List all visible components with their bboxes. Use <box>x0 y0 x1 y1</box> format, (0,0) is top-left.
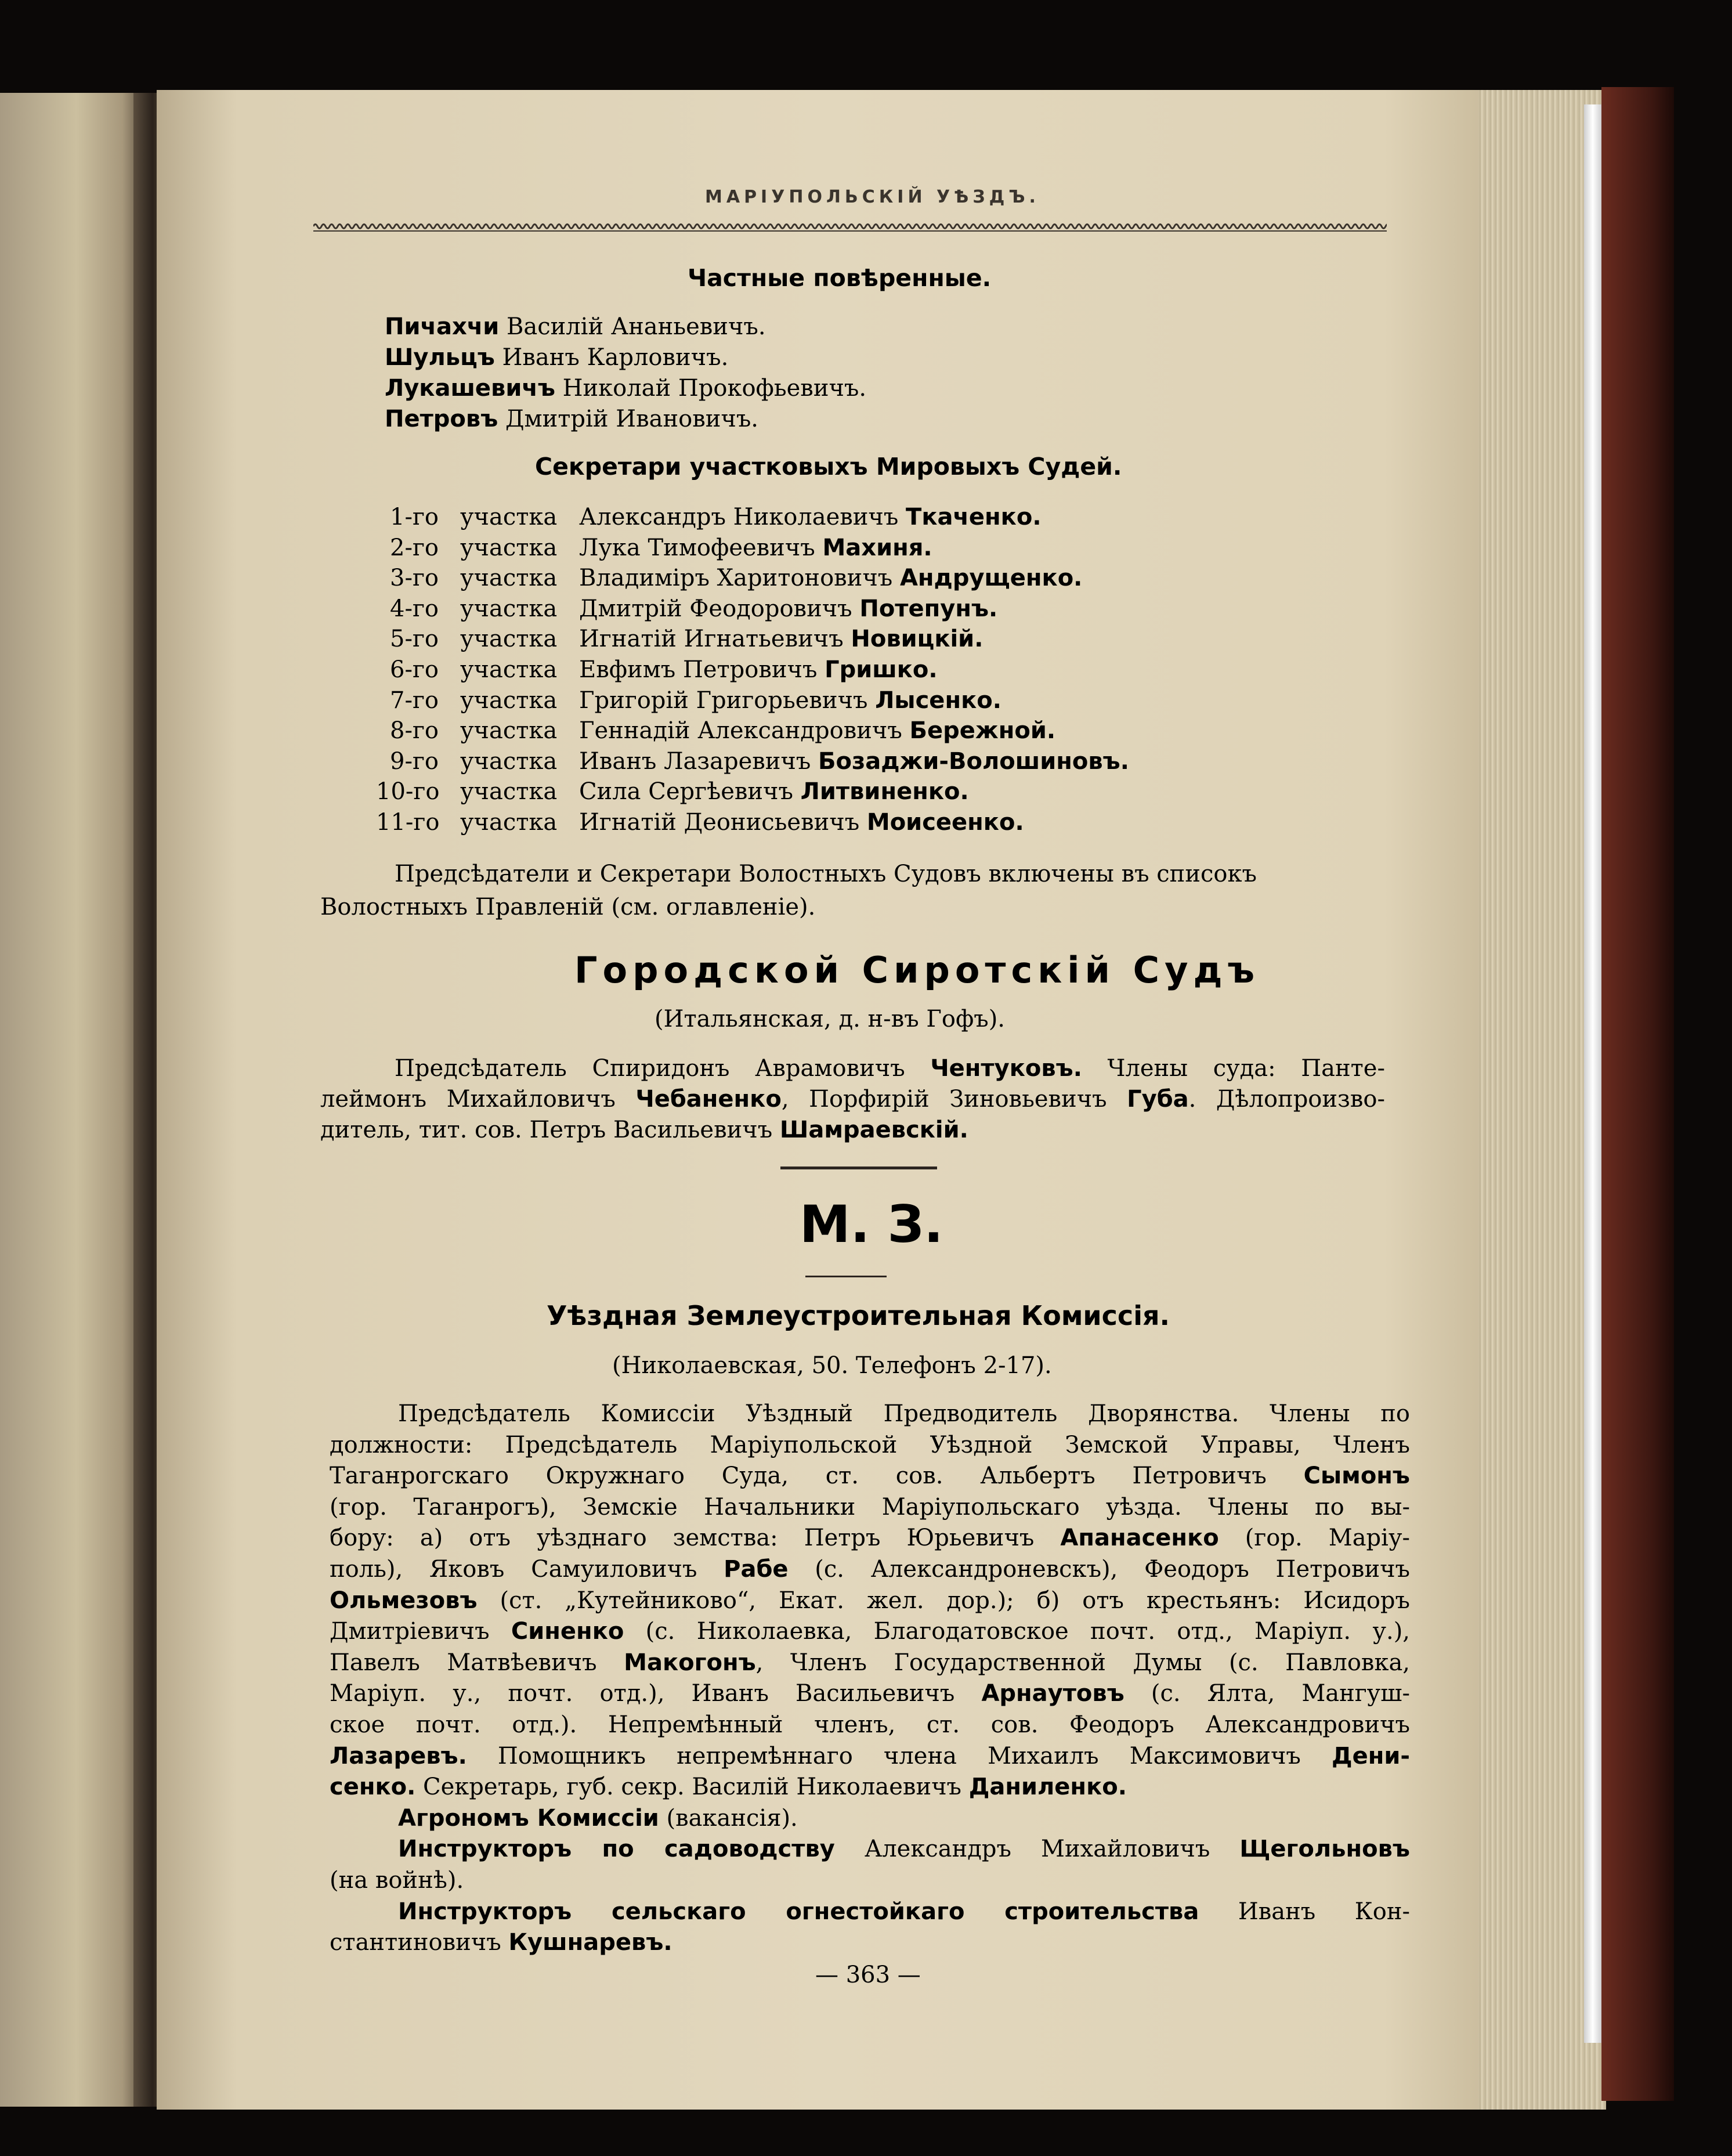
commission-text-segment: Маріуп. у., почт. отд.), Иванъ Васильевичъ <box>330 1680 982 1707</box>
commission-bold-name: Лазаревъ. <box>330 1742 467 1769</box>
secretary-district-word: участка <box>460 656 558 683</box>
secretaries-title: Секретари участковыхъ Мировыхъ Судей. <box>535 453 1122 481</box>
commission-bold-name: Щегольновъ <box>1239 1836 1410 1863</box>
page-edge-highlight <box>1584 104 1601 2043</box>
commission-text-segment: (ст. „Кутейниково“, Екат. жел. дор.); б) отъ крестьянъ: Исидоръ <box>477 1587 1410 1614</box>
secretary-district-word: участка <box>460 626 558 653</box>
attorney-row <box>385 313 766 340</box>
commission-text-segment: Таганрогскаго Окружнаго Суда, ст. сов. Альбертъ Петровичъ <box>330 1462 1304 1490</box>
secretary-surname: Ткаченко. <box>906 504 1042 530</box>
attorney-surname: Пичахчи <box>385 313 500 340</box>
secretary-surname: Новицкій. <box>851 626 983 653</box>
attorney-row <box>385 344 728 371</box>
secretary-row <box>579 717 1055 744</box>
commission-text-segment: (с. Александроневскъ), Феодоръ Петровичъ <box>788 1556 1411 1583</box>
commission-text-segment: (на войнѣ). <box>330 1867 464 1894</box>
secretary-surname: Андрущенко. <box>899 565 1083 592</box>
commission-text-segment: Александръ Михайловичъ <box>834 1836 1240 1863</box>
attorney-surname: Петровъ <box>385 406 498 432</box>
commission-text-segment: бору: а) отъ уѣзднаго земства: Петръ Юрьевичъ <box>330 1525 1061 1552</box>
commission-line <box>330 1525 1410 1551</box>
secretary-district-word: участка <box>460 565 558 592</box>
secretary-surname: Махиня. <box>822 534 932 561</box>
attorney-row <box>385 375 866 402</box>
commission-line <box>330 1432 1410 1458</box>
secretary-district-number: 6-го <box>390 656 439 683</box>
secretary-district-number: 5-го <box>390 626 439 653</box>
secretaries-note-line-1: Предсѣдатели и Секретари Волостныхъ Судовъ включены въ списокъ <box>395 861 1257 887</box>
secretary-row <box>579 626 983 652</box>
orphan-court-line <box>320 1117 968 1143</box>
commission-line <box>330 1743 1410 1769</box>
section-divider-short <box>805 1276 887 1277</box>
page-number: — 363 — <box>815 1962 921 1988</box>
section-divider-rule <box>780 1167 937 1169</box>
orphan-court-line <box>395 1055 1385 1082</box>
secretary-name: Игнатій Деонисьевичъ <box>579 809 860 836</box>
commission-text-segment: Помощникъ непремѣннаго члена Михаилъ Максимовичъ <box>467 1742 1332 1769</box>
private-attorneys-title: Частные повѣренные. <box>688 264 992 292</box>
attorney-name: Василій Ананьевичъ. <box>506 313 766 340</box>
commission-bold-name: Агрономъ Комиссіи <box>398 1804 659 1832</box>
secretary-district-word: участка <box>460 717 558 745</box>
commission-bold-name: Синенко <box>511 1618 624 1645</box>
secretary-district-number: 3-го <box>390 565 439 592</box>
secretary-district-word: участка <box>460 687 558 714</box>
commission-text-segment: Дмитріевичъ <box>330 1618 511 1645</box>
commission-bold-name: сенко. <box>330 1774 416 1801</box>
commission-line <box>330 1462 1410 1489</box>
commission-text-segment: (гор. Таганрогъ), Земскіе Начальники Маріупольскаго уѣзда. Члены по вы- <box>330 1493 1410 1521</box>
secretary-surname: Бережной. <box>909 717 1056 745</box>
commission-line <box>330 1556 1410 1583</box>
secretary-district-word: участка <box>460 534 558 561</box>
commission-line <box>330 1618 1410 1645</box>
commission-line <box>398 1805 798 1832</box>
attorney-surname: Шульцъ <box>385 344 495 371</box>
attorney-name: Николай Прокофьевичъ. <box>562 375 867 402</box>
commission-bold-name: Рабе <box>724 1556 789 1583</box>
orphan-court-address: (Итальянская, д. н-въ Гофъ). <box>655 1006 1006 1032</box>
secretary-district-number: 8-го <box>390 717 439 745</box>
commission-text-segment: должности: Предсѣдатель Маріупольской Уѣздной Земской Управы, Членъ <box>330 1431 1410 1458</box>
secretary-name: Лука Тимофеевичъ <box>579 534 815 561</box>
commission-bold-name: Дени- <box>1331 1742 1410 1769</box>
attorney-surname: Лукашевичъ <box>385 375 555 402</box>
secretary-name: Геннадій Александровичъ <box>579 717 902 745</box>
commission-text-segment: Павелъ Матвѣевичъ <box>330 1649 624 1676</box>
secretary-surname: Лысенко. <box>875 687 1001 714</box>
commission-text-segment: , Членъ Государственной Думы (с. Павловка, <box>755 1649 1411 1676</box>
secretary-row <box>579 504 1042 530</box>
commission-line <box>330 1494 1410 1521</box>
orphan-court-text-segment: Предсѣдатель Спиридонъ Аврамовичъ <box>395 1055 931 1082</box>
secretary-surname: Моисеенко. <box>866 809 1024 836</box>
secretary-row <box>579 535 932 561</box>
secretary-row <box>579 565 1082 591</box>
secretary-name: Сила Сергѣевичъ <box>579 778 793 806</box>
commission-text-segment: поль), Яковъ Самуиловичъ <box>330 1556 724 1583</box>
commission-text-segment: Предсѣдатель Комиссіи Уѣздный Предводитель Дворянства. Члены по <box>398 1400 1410 1427</box>
secretary-district-word: участка <box>460 747 558 775</box>
secretary-district-number: 11-го <box>376 809 440 836</box>
orphan-court-bold-name: Губа <box>1127 1086 1189 1113</box>
commission-line <box>330 1929 672 1956</box>
commission-bold-name: Макогонъ <box>624 1649 756 1676</box>
secretary-district-number: 4-го <box>390 595 439 622</box>
commission-text-segment: (с. Николаевка, Благодатовское почт. отд., Маріуп. у.), <box>624 1618 1411 1645</box>
secretary-row <box>579 687 1001 714</box>
orphan-court-bold-name: Шамраевскій. <box>779 1117 968 1143</box>
section-heading-mz: М. З. <box>800 1194 943 1254</box>
orphan-court-line <box>320 1086 1385 1113</box>
secretary-name: Игнатій Игнатьевичъ <box>579 626 844 653</box>
commission-text-segment: Иванъ Кон- <box>1199 1898 1410 1925</box>
secretary-row <box>579 656 938 683</box>
secretary-surname: Потепунъ. <box>859 595 998 622</box>
commission-text-segment: Секретарь, губ. секр. Василій Николаевичъ <box>415 1774 969 1801</box>
orphan-court-bold-name: Чебаненко <box>635 1086 782 1113</box>
secretary-name: Александръ Николаевичъ <box>579 504 899 530</box>
secretary-row <box>579 595 997 622</box>
secretary-name: Дмитрій Феодоровичъ <box>579 595 852 622</box>
secretary-row <box>579 809 1024 836</box>
commission-text-segment: (гор. Маріу- <box>1218 1525 1410 1552</box>
commission-text-segment: ское почт. отд.). Непремѣнный членъ, ст. сов. Феодоръ Александровичъ <box>330 1711 1410 1738</box>
secretary-name: Владиміръ Харитоновичъ <box>579 565 893 592</box>
orphan-court-title: Городской Сиротскій Судъ <box>574 949 1260 991</box>
commission-line <box>330 1774 1127 1800</box>
commission-line <box>398 1898 1410 1925</box>
orphan-court-text-segment: . Дѣлопроизво- <box>1188 1086 1385 1113</box>
orphan-court-bold-name: Чентуковъ. <box>930 1055 1082 1082</box>
commission-bold-name: Ольмезовъ <box>330 1587 478 1614</box>
commission-bold-name: Апанасенко <box>1060 1525 1219 1552</box>
commission-line <box>330 1711 1410 1738</box>
commission-line <box>398 1400 1410 1427</box>
secretary-district-word: участка <box>460 778 558 806</box>
commission-line <box>330 1680 1410 1707</box>
attorney-name: Иванъ Карловичъ. <box>502 344 729 371</box>
secretary-name: Иванъ Лазаревичъ <box>579 747 811 775</box>
commission-address: (Николаевская, 50. Телефонъ 2-17). <box>612 1352 1052 1379</box>
commission-bold-name: Инструкторъ сельскаго огнестойкаго строительства <box>398 1898 1199 1925</box>
secretary-district-number: 1-го <box>390 504 439 530</box>
commission-bold-name: Арнаутовъ <box>981 1680 1124 1707</box>
secretary-district-number: 10-го <box>376 778 440 806</box>
attorney-name: Дмитрій Ивановичъ. <box>505 406 758 432</box>
secretaries-note-line-2: Волостныхъ Правленій (см. оглавленіе). <box>320 894 816 920</box>
secretary-district-word: участка <box>460 595 558 622</box>
secretary-district-number: 9-го <box>390 747 439 775</box>
secretary-surname: Бозаджи-Волошиновъ. <box>818 747 1129 775</box>
commission-bold-name: Сымонъ <box>1303 1462 1410 1490</box>
header-wavy-rule <box>313 219 1387 237</box>
secretary-surname: Литвиненко. <box>800 778 969 806</box>
book-cover <box>1601 87 1674 2101</box>
commission-title: Уѣздная Землеустроительная Комиссія. <box>547 1300 1170 1331</box>
secretary-name: Григорій Григорьевичъ <box>579 687 868 714</box>
commission-bold-name: Кушнаревъ. <box>508 1929 672 1956</box>
secretary-district-number: 7-го <box>390 687 439 714</box>
attorney-row <box>385 406 758 432</box>
orphan-court-text-segment: леймонъ Михайловичъ <box>320 1086 636 1113</box>
secretary-district-word: участка <box>460 809 558 836</box>
orphan-court-text-segment: дитель, тит. сов. Петръ Васильевичъ <box>320 1117 780 1143</box>
secretary-district-word: участка <box>460 504 558 530</box>
commission-line <box>398 1836 1410 1862</box>
secretary-row <box>579 778 969 805</box>
commission-bold-name: Даниленко. <box>968 1774 1127 1801</box>
left-page-edge <box>0 93 139 2107</box>
secretary-row <box>579 748 1129 775</box>
secretary-name: Евфимъ Петровичъ <box>579 656 818 683</box>
orphan-court-text-segment: Члены суда: Панте- <box>1082 1055 1385 1082</box>
commission-line <box>330 1587 1410 1614</box>
commission-text-segment: (с. Ялта, Мангуш- <box>1124 1680 1411 1707</box>
running-header: МАРІУПОЛЬСКІЙ УѢЗДЪ. <box>705 187 1040 207</box>
secretary-surname: Гришко. <box>825 656 938 683</box>
commission-line <box>330 1649 1410 1676</box>
commission-text-segment: (вакансія). <box>659 1804 798 1832</box>
commission-text-segment: стантиновичъ <box>330 1929 509 1956</box>
commission-line <box>330 1867 464 1894</box>
commission-bold-name: Инструкторъ по садоводству <box>398 1836 835 1863</box>
secretary-district-number: 2-го <box>390 534 439 561</box>
orphan-court-text-segment: , Порфирій Зиновьевичъ <box>781 1086 1127 1113</box>
